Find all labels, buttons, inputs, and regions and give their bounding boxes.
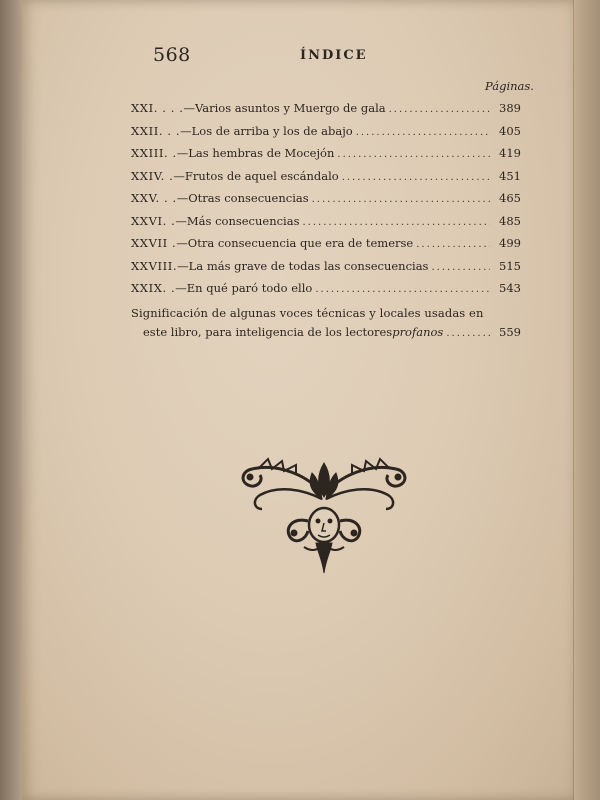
- chapter-title: —En qué paró todo ello: [175, 281, 313, 295]
- dot-leader: [389, 104, 490, 115]
- dot-leader: [356, 127, 490, 138]
- page-ref: 559: [499, 324, 521, 339]
- glossary-title-line1: Significación de algunas voces técnicas y locales usadas en: [131, 305, 484, 320]
- running-head: ÍNDICE: [300, 48, 368, 63]
- chapter-title: —Más consecuencias: [175, 213, 300, 228]
- toc-entry: [131, 259, 521, 282]
- page-ref: 543: [499, 281, 521, 295]
- toc-entry: [131, 169, 521, 192]
- dot-leader: [315, 284, 490, 295]
- chapter-number: XXVI. .: [131, 213, 176, 228]
- page-ref: 515: [499, 258, 521, 273]
- pages-column-label: Páginas.: [485, 79, 534, 93]
- page-ref: 485: [499, 213, 521, 228]
- chapter-title: —Otra consecuencia que era de temerse: [176, 236, 414, 250]
- toc-entry: [131, 191, 521, 214]
- dot-leader: [446, 328, 490, 339]
- dot-leader: [416, 239, 490, 250]
- dot-leader: [303, 217, 491, 228]
- dot-leader: [337, 149, 490, 160]
- page-ref: 405: [499, 123, 521, 138]
- fleuron-mask-ornament-icon: [238, 455, 410, 577]
- dot-leader: [342, 172, 490, 183]
- page-ref: 451: [499, 168, 521, 183]
- toc-entry: [131, 146, 521, 169]
- chapter-title: —La más grave de todas las consecuencias: [177, 258, 429, 273]
- glossary-title-italic: profanos: [392, 324, 444, 339]
- glossary-title-line2: este libro, para inteligencia de los lectores: [143, 324, 393, 339]
- page-ref: 419: [499, 146, 521, 160]
- page-ref: 465: [499, 191, 521, 205]
- chapter-number: XXIX. .: [131, 281, 176, 295]
- chapter-number: XXVII .: [131, 236, 177, 250]
- page-ref: 389: [499, 101, 521, 115]
- background-right: [574, 0, 600, 800]
- toc-entry: [131, 281, 521, 304]
- toc-entry: [131, 236, 521, 259]
- chapter-title: —Varios asuntos y Muergo de gala: [183, 101, 386, 115]
- chapter-number: XXI. . . .: [131, 101, 184, 115]
- chapter-number: XXII. . .: [131, 123, 181, 138]
- table-of-contents: [131, 101, 521, 347]
- page-ref: 499: [499, 236, 521, 250]
- chapter-title: —Frutos de aquel escándalo: [173, 168, 339, 183]
- dot-leader: [431, 262, 490, 273]
- chapter-title: —Otras consecuencias: [176, 191, 309, 205]
- chapter-number: XXV. . .: [131, 191, 177, 205]
- page-number: 568: [153, 44, 191, 66]
- chapter-title: —Las hembras de Mocejón: [176, 146, 335, 160]
- toc-entry: [131, 101, 521, 124]
- chapter-title: —Los de arriba y los de abajo: [180, 123, 353, 138]
- toc-entry: [131, 124, 521, 147]
- toc-entry: [131, 214, 521, 237]
- chapter-number: XXVIII.: [131, 258, 178, 273]
- glossary-entry: [131, 306, 521, 347]
- chapter-number: XXIII. .: [131, 146, 177, 160]
- chapter-number: XXIV. .: [131, 168, 174, 183]
- dot-leader: [312, 194, 490, 205]
